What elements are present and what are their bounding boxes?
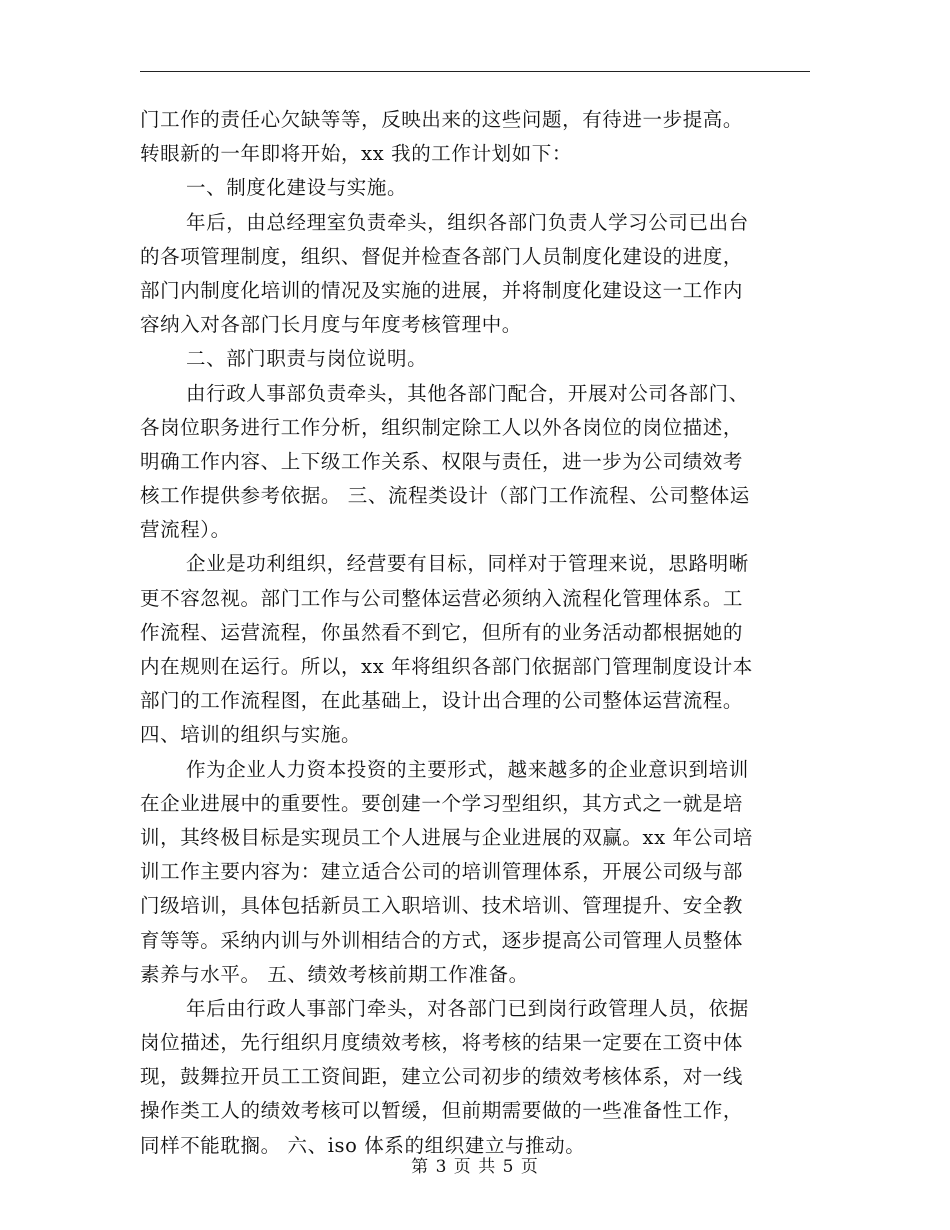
text-line: 门级培训，具体包括新员工入职培训、技术培训、管理提升、安全教	[140, 894, 744, 918]
text-line: 一、制度化建设与实施。	[186, 176, 408, 200]
header-rule	[140, 71, 810, 72]
text-line: 由行政人事部负责牵头，其他各部门配合，开展对公司各部门、	[186, 381, 749, 405]
text-line: 操作类工人的绩效考核可以暂缓，但前期需要做的一些准备性工作，	[140, 1099, 744, 1123]
text-line: 在企业进展中的重要性。要创建一个学习型组织，其方式之一就是培	[140, 791, 744, 815]
text-line: 企业是功利组织，经营要有目标，同样对于管理来说，思路明晰	[186, 552, 749, 576]
text-line: 门工作的责任心欠缺等等，反映出来的这些问题，有待进一步提高。	[140, 108, 744, 131]
text-line: 现，鼓舞拉开员工工资间距，建立公司初步的绩效考核体系，对一线	[140, 1065, 744, 1089]
text-line: 二、部门职责与岗位说明。	[186, 347, 428, 371]
text-line: 明确工作内容、上下级工作关系、权限与责任，进一步为公司绩效考	[140, 449, 744, 473]
text-line: 作流程、运营流程，你虽然看不到它，但所有的业务活动都根据她的	[140, 620, 744, 644]
text-line: 年后，由总经理室负责牵头，组织各部门负责人学习公司已出台	[186, 210, 749, 234]
text-line: 各岗位职务进行工作分析，组织制定除工人以外各岗位的岗位描述，	[140, 415, 744, 439]
text-line: 同样不能耽搁。 六、iso 体系的组织建立与推动。	[140, 1133, 586, 1157]
document-body	[140, 103, 820, 1163]
text-line: 育等等。采纳内训与外训相结合的方式，逐步提高公司管理人员整体	[140, 928, 744, 952]
text-line: 核工作提供参考依据。 三、流程类设计（部门工作流程、公司整体运	[140, 484, 750, 508]
text-line: 转眼新的一年即将开始，xx 我的工作计划如下：	[140, 142, 572, 166]
text-line: 作为企业人力资本投资的主要形式，越来越多的企业意识到培训	[186, 757, 749, 781]
text-line: 更不容忽视。部门工作与公司整体运营必须纳入流程化管理体系。工	[140, 586, 744, 610]
text-line: 部门的工作流程图，在此基础上，设计出合理的公司整体运营流程。	[140, 689, 744, 713]
page-footer: 第 3 页 共 5 页	[411, 1157, 539, 1177]
text-line: 营流程）。	[140, 518, 231, 542]
text-line: 训，其终极目标是实现员工个人进展与企业进展的双赢。xx 年公司培	[140, 825, 753, 849]
text-line: 容纳入对各部门长月度与年度考核管理中。	[140, 313, 522, 337]
text-line: 部门内制度化培训的情况及实施的进展，并将制度化建设这一工作内	[140, 278, 744, 302]
text-line: 四、培训的组织与实施。	[140, 723, 362, 747]
text-line: 训工作主要内容为：建立适合公司的培训管理体系，开展公司级与部	[140, 860, 744, 884]
text-line: 的各项管理制度，组织、督促并检查各部门人员制度化建设的进度，	[140, 244, 744, 268]
text-line: 素养与水平。 五、绩效考核前期工作准备。	[140, 962, 529, 986]
text-line: 岗位描述，先行组织月度绩效考核，将考核的结果一定要在工资中体	[140, 1031, 744, 1055]
text-line: 年后由行政人事部门牵头，对各部门已到岗行政管理人员，依据	[186, 996, 749, 1020]
text-line: 内在规则在运行。所以，xx 年将组织各部门依据部门管理制度设计本	[140, 655, 753, 678]
